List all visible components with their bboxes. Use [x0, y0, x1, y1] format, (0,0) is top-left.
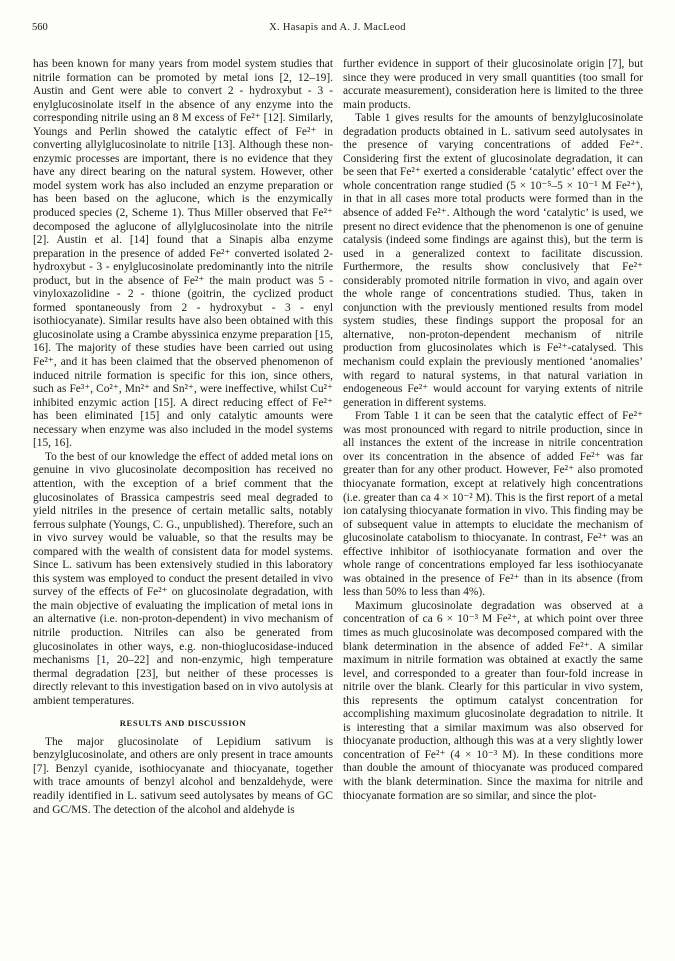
body-paragraph: Table 1 gives results for the amounts of benzylglucosinolate degradation products obtained in L. sativum seed autolysates in the presence of varying concentrations of added Fe²⁺. Considering first the extent of glucosinolate degradation, it can be seen that Fe²⁺ exerted a considerable ‘catalytic’ effect over the whole concentration range studied (5 × 10⁻⁵–5 × 10⁻¹ M Fe²⁺), in that in all cases more total products were formed than in the absence of added Fe²⁺. Although the word ‘catalytic’ is used, we present no direct evidence that the phenomenon is one of genuine catalysis (indeed some findings are against this), but the term is used in a generalized context to facilitate discussion. Furthermore, the results show conclusively that Fe²⁺ considerably promoted nitrile formation in vivo, and again over the whole range of concentrations studied. Thus, taken in conjunction with the previously mentioned results from model system studies, these findings support the proposal for an alternative, non-proton-dependent mechanism of nitrile production from glucosinolates which is Fe²⁺-catalysed. This mechanism could explain the previously mentioned ‘anomalies’ with regard to natural systems, in that natural variation in endogeneous Fe²⁺ would account for varying extents of nitrile generation in different systems. [343, 112, 643, 409]
right-column [343, 58, 643, 803]
body-paragraph: To the best of our knowledge the effect of added metal ions on genuine in vivo glucosinolate decomposition has received no attention, with the exception of a brief comment that the glucosinolates of Brassica campestris seed meal degraded to yield nitriles in the presence of certain metallic salts, notably ferrous sulphate (Youngs, C. G., unpublished). Therefore, such an in vivo survey would be valuable, so that the results may be compared with the wealth of consistent data for model systems. Since L. sativum has been extensively studied in this laboratory this system was employed to conduct the present detailed in vivo survey of the effects of Fe²⁺ on glucosinolate degradation, with the main objective of evaluating the implication of metal ions in an alternative (i.e. non-proton-dependent) in vivo mechanism of nitrile production. Nitriles can also be generated from glucosinolates in other ways, e.g. non-thioglucosidase-induced mechanisms [1, 20–22] and non-enzymic, high temperature thermal degradation [23], but neither of these processes is directly relevant to this investigation based on in vivo autolysis at ambient temperatures. [33, 450, 333, 707]
body-paragraph: The major glucosinolate of Lepidium sativum is benzylglucosinolate, and others are only present in trace amounts [7]. Benzyl cyanide, isothiocyanate and thiocyanate, together with trace amounts of benzyl alcohol and benzaldehyde, were readily identified in L. sativum seed autolysates by means of GC and GC/MS. The detection of the alcohol and aldehyde is [33, 735, 333, 816]
page-header [32, 22, 643, 38]
body-paragraph: Maximum glucosinolate degradation was observed at a concentration of ca 6 × 10⁻³ M Fe²⁺, at which point over three times as much glucosinolate was decomposed compared with the blank determination in the absence of added Fe²⁺. A similar maximum in nitrile formation was obtained at exactly the same level, and corresponded to a greater than four-fold increase in nitrile over the blank. Clearly for this particular in vivo system, this represents the optimum catalyst concentration for accomplishing maximum glucosinolate degradation to nitrile. It is interesting that a similar maximum was also observed for thiocyanate production, although this was at a very slightly lower concentration of Fe²⁺ (4 × 10⁻³ M). In these conditions more than double the amount of thiocyanate was produced compared with the blank determination. Since the maxima for nitrile and thiocyanate formation are so similar, and since the plot- [343, 599, 643, 802]
body-paragraph: further evidence in support of their glucosinolate origin [7], but since they were produced in very small quantities (too small for accurate measurement), consideration here is limited to the three main products. [343, 58, 643, 111]
body-paragraph: From Table 1 it can be seen that the catalytic effect of Fe²⁺ was most pronounced with regard to nitrile production, since in all instances the extent of the increase in nitrile concentration over its concentration in the absence of added Fe²⁺ was far greater than for any other product. However, Fe²⁺ also promoted thiocyanate formation, except at relatively high concentrations (i.e. greater than ca 4 × 10⁻² M). This is the first report of a metal ion catalysing thiocyanate formation in vivo. This finding may be of subsequent value in attempts to elucidate the mechanism of glucosinolate catabolism to thiocyanate. In contrast, Fe²⁺ was an effective inhibitor of isothiocyanate formation and over the whole range of concentrations employed far less isothiocyanate was obtained in the presence of Fe²⁺ than in its absence (from less than 50% to less than 4%). [343, 410, 643, 599]
body-paragraph: has been known for many years from model system studies that nitrile formation can be promoted by metal ions [2, 12–19]. Austin and Gent were able to convert 2 - hydroxybut - 3 - enylglucosinolate itself in the absence of any enzyme into the corresponding nitrile using an 8 M excess of Fe²⁺ [12]. Similarly, Youngs and Perlin showed the catalytic effect of Fe²⁺ in converting allylglucosinolate to nitrile [13]. Although these non-enzymic processes are important, there is no evidence that they have any direct bearing on the natural system. However, other model system work has also included an enzyme preparation or has been based on the aglucone, which is the enzymically produced species (2, Scheme 1). Thus Miller observed that Fe²⁺ decomposed the aglucone of allylglucosinolate into the nitrile [2]. Austin et al. [14] found that a Sinapis alba enzyme preparation in the presence of added Fe²⁺ converted isolated 2-hydroxybut - 3 - enylglucosinolate predominantly into the nitrile product, but in the absence of Fe²⁺ the main product was 5 - vinyloxazolidine - 2 - thione (goitrin, the cyclized product formed spontaneously from 2 - hydroxybut - 3 - enyl isothiocyanate). Similar results have also been obtained with this glucosinolate using a Crambe abyssinica enzyme preparation [15, 16]. The majority of these studies have been carried out using Fe²⁺, and it has been claimed that the observed phenomenon of induced nitrile formation is specific for this ion, since others, such as Fe³⁺, Co²⁺, Mn²⁺ and Sn²⁺, were ineffective, whilst Cu²⁺ inhibited enzymic action [15]. A direct reducing effect of Fe²⁺ has been eliminated [15] and only catalytic amounts were necessary when enzyme was also included in the model systems [15, 16]. [33, 58, 333, 450]
section-heading: RESULTS AND DISCUSSION [119, 718, 247, 729]
running-head: X. Hasapis and A. J. MacLeod [269, 22, 406, 33]
page-number: 560 [32, 22, 48, 33]
left-column [33, 58, 333, 817]
